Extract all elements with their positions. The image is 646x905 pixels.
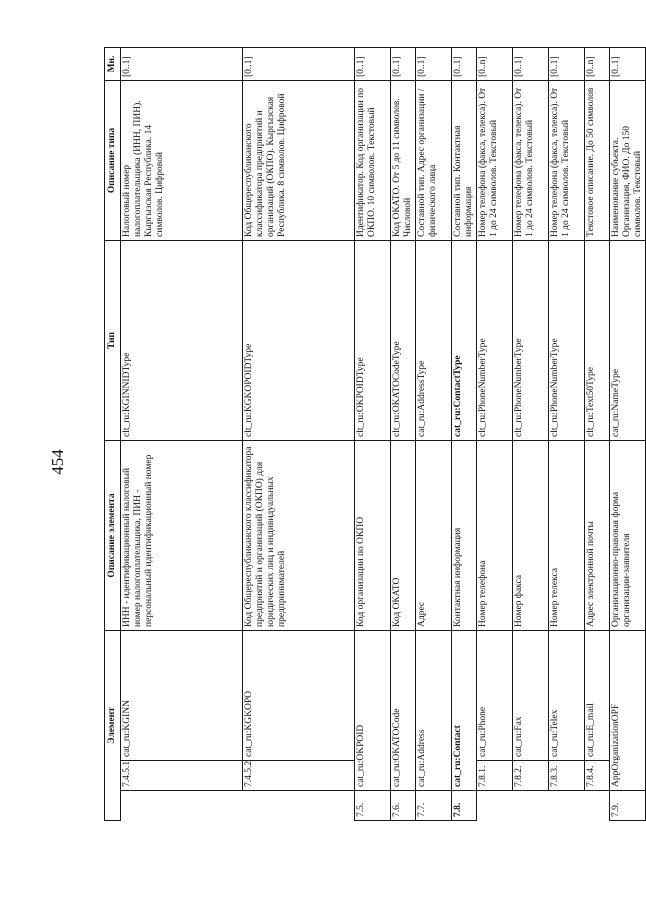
row-element: cat_ru:Contact bbox=[452, 630, 477, 790]
row-multiplicity: [0..1] bbox=[391, 47, 416, 80]
row-description: Код организации по ОКПО bbox=[355, 440, 391, 630]
row-multiplicity: [0..n] bbox=[477, 47, 513, 80]
table-row bbox=[477, 47, 513, 820]
row-description: ИНН - идентификационный налоговый номер налогоплательщика, ПИН - персональный идентификационный номер bbox=[121, 440, 243, 630]
header-multiplicity: Мн. bbox=[105, 47, 121, 80]
row-number: 7.4.5.2 bbox=[243, 761, 355, 791]
row-number: 7.8.1. bbox=[477, 761, 513, 791]
row-type: cat_ru:AddressType bbox=[416, 240, 452, 440]
row-element: cat_ru:Address bbox=[416, 630, 452, 790]
table-row bbox=[243, 47, 355, 820]
row-type: clt_ru:Text50Type bbox=[585, 240, 610, 440]
row-element: cat_ru:Telex bbox=[549, 630, 585, 760]
row-number: 7.8.3. bbox=[549, 761, 585, 791]
row-multiplicity: [0..1] bbox=[243, 47, 355, 80]
row-type-description: Код ОКАТО. От 5 до 11 символов. Числовой bbox=[391, 80, 416, 240]
row-type-description: Наименование субъекта. Организация, ФИО. До 150 символов. Текстовый bbox=[610, 80, 646, 240]
header-description: Описание элемента bbox=[105, 440, 121, 630]
row-number: 7.9. bbox=[610, 791, 646, 821]
page-number: 454 bbox=[48, 449, 67, 475]
table-row bbox=[416, 47, 452, 820]
row-type-description: Номер телефона (факса, телекса). От 1 до 24 символов. Текстовый bbox=[513, 80, 549, 240]
row-element: cat_ru:E_mail bbox=[585, 630, 610, 760]
row-number: 7.6. bbox=[391, 791, 416, 821]
row-multiplicity: [0..1] bbox=[121, 47, 243, 80]
row-element: cat_ru:KGINN bbox=[121, 630, 243, 760]
row-number: 7.7. bbox=[416, 791, 452, 821]
row-type: clt_ru:PhoneNumberType bbox=[513, 240, 549, 440]
row-type: cat_ru:NameType bbox=[610, 240, 646, 440]
row-multiplicity: [0..1] bbox=[452, 47, 477, 80]
row-element: AppOrganizationOPF bbox=[610, 630, 646, 790]
row-multiplicity: [0..1] bbox=[610, 47, 646, 80]
row-element: cat_ru:Phone bbox=[477, 630, 513, 760]
row-multiplicity: [0..n] bbox=[585, 47, 610, 80]
table-header-row bbox=[105, 47, 121, 820]
row-description: Код ОКАТО bbox=[391, 440, 416, 630]
row-type-description: Номер телефона (факса, телекса). От 1 до 24 символов. Текстовый bbox=[549, 80, 585, 240]
row-type-description: Составной тип. Адрес организации / физического лица bbox=[416, 80, 452, 240]
row-multiplicity: [0..1] bbox=[513, 47, 549, 80]
row-description: Организационно-правовая форма организации-заявителя bbox=[610, 440, 646, 630]
header-element: Элемент bbox=[105, 630, 121, 820]
row-type-description: Код Общереспубликанского классификатора предприятий и организаций (ОКПО). Кыргызская Республика. 8 символов. Цифровой bbox=[243, 80, 355, 240]
row-description: Номер факса bbox=[513, 440, 549, 630]
row-element: cat_ru:OKATOCode bbox=[391, 630, 416, 790]
row-type-description: Составной тип. Контактная информация bbox=[452, 80, 477, 240]
header-type: Тип bbox=[105, 240, 121, 440]
row-type: clt_ru:KGINNIDType bbox=[121, 240, 243, 440]
row-multiplicity: [0..1] bbox=[355, 47, 391, 80]
row-type: clt_ru:KGKOPOIDType bbox=[243, 240, 355, 440]
rotated-table-wrapper bbox=[104, 55, 643, 821]
row-description: Адрес bbox=[416, 440, 452, 630]
row-type: clt_ru:PhoneNumberType bbox=[549, 240, 585, 440]
row-multiplicity: [0..1] bbox=[549, 47, 585, 80]
row-description: Контактная информация bbox=[452, 440, 477, 630]
table-row bbox=[121, 47, 243, 820]
row-description: Номер телекса bbox=[549, 440, 585, 630]
table-row bbox=[513, 47, 549, 820]
table-row bbox=[355, 47, 391, 820]
table-row bbox=[452, 47, 477, 820]
row-description: Адрес электронной почты bbox=[585, 440, 610, 630]
row-type-description: Текстовое описание. До 50 символов bbox=[585, 80, 610, 240]
row-element: cat_ru:OKPOID bbox=[355, 630, 391, 790]
row-description: Код Общереспубликанского классификатора предприятий и организаций (ОКПО) для юридических лиц и индивидуальных предпринимателей bbox=[243, 440, 355, 630]
row-multiplicity: [0..1] bbox=[416, 47, 452, 80]
row-type-description: Номер телефона (факса, телекса). От 1 до 24 символов. Текстовый bbox=[477, 80, 513, 240]
row-number: 7.5. bbox=[355, 791, 391, 821]
row-element: cat_ru:Fax bbox=[513, 630, 549, 760]
table-row bbox=[585, 47, 610, 820]
row-type: clt_ru:PhoneNumberType bbox=[477, 240, 513, 440]
row-number: 7.8.2. bbox=[513, 761, 549, 791]
row-description: Номер телефона bbox=[477, 440, 513, 630]
row-number: 7.4.5.1 bbox=[121, 761, 243, 791]
row-type: cat_ru:ContactType bbox=[452, 240, 477, 440]
row-number: 7.8. bbox=[452, 791, 477, 821]
header-type-description: Описание типа bbox=[105, 80, 121, 240]
row-type: clt_ru:OKPOIDType bbox=[355, 240, 391, 440]
table-row bbox=[549, 47, 585, 820]
row-type: clt_ru:OKATOCodeType bbox=[391, 240, 416, 440]
row-number: 7.8.4. bbox=[585, 761, 610, 791]
schema-table bbox=[104, 47, 646, 821]
row-type-description: Идентификатор. Код организации по ОКПО. 10 символов. Текстовый bbox=[355, 80, 391, 240]
table-row bbox=[391, 47, 416, 820]
row-element: cat_ru:KGKOPO bbox=[243, 630, 355, 760]
row-type-description: Налоговый номер налогоплательщика (ИНН, ПИН). Кыргызская Республика. 14 символов. Цифровой bbox=[121, 80, 243, 240]
table-row bbox=[610, 47, 646, 820]
